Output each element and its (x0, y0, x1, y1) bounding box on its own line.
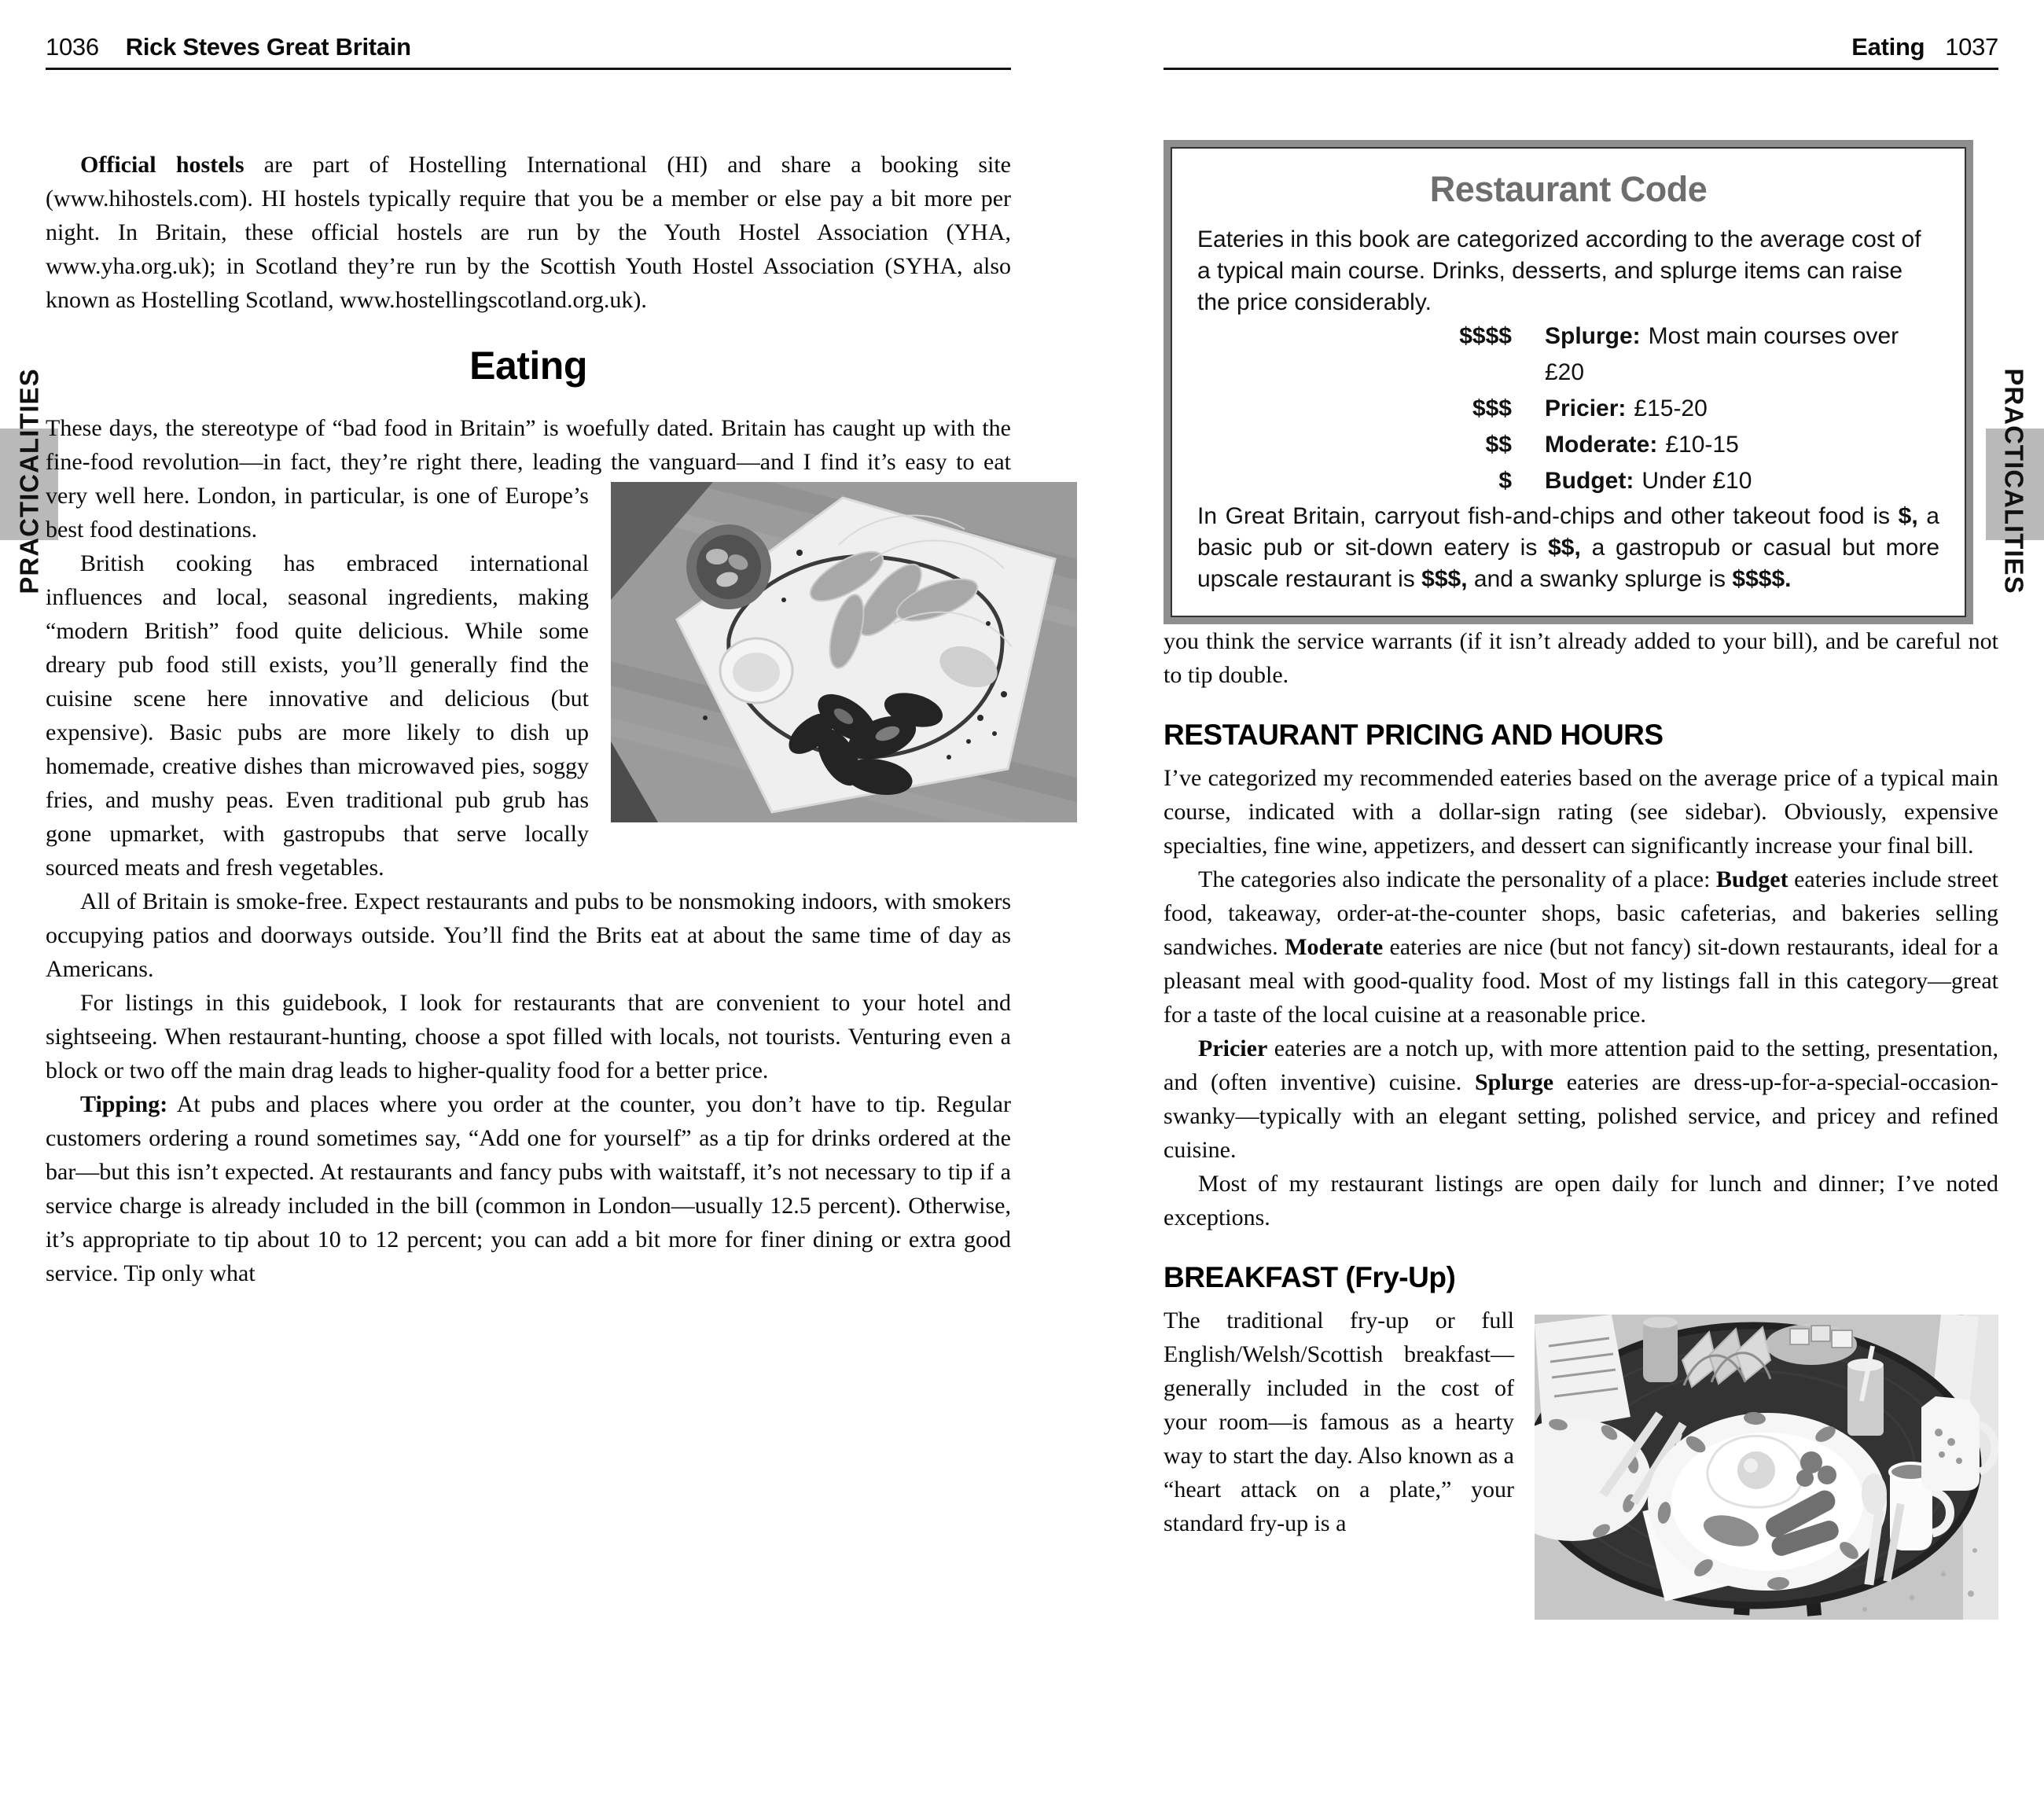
restaurant-code-outro: In Great Britain, carryout fish-and-chips and other takeout food is $, a basic pub or sit-down eatery is $$, a gastropub or casual but more upscale restaurant is $$$, and a swanky splurge is $$$$. (1197, 503, 1940, 592)
restaurant-code-title: Restaurant Code (1429, 169, 1708, 209)
price-tier-range: £15-20 (1634, 395, 1708, 421)
price-tier-symbol: $$$$ (1459, 323, 1512, 349)
price-tier-description (1545, 391, 1939, 427)
left-page-number: 1036 (46, 33, 99, 61)
seafood-platter-photo (611, 482, 1077, 822)
price-tier-range: Under £10 (1641, 468, 1752, 494)
price-tier-label: Splurge: (1545, 323, 1641, 349)
paragraph-pricing-1: I’ve categorized my recommended eateries based on the average price of a typical main course, indicated with a dollar-sign rating (see sidebar). Obviously, expensive specialties, fine wine, appetizers, and dessert can significantly increase your final bill. (1164, 765, 1998, 859)
paragraph-tipping-continued: you think the service warrants (if it isn’t already added to your bill), and be careful not to tip double. (1164, 628, 1998, 688)
price-tier-range: Most main courses over £20 (1545, 323, 1899, 385)
price-tier-label: Moderate: (1545, 432, 1658, 458)
price-tier-symbol: $$ (1485, 432, 1512, 458)
breakfast-photo (1535, 1315, 1998, 1620)
paragraph-breakfast-text: The traditional fry-up or full English/Welsh/Scottish breakfast—generally included in the cost of your room—is famous as a hearty way to start the day. Also known as a “heart attack on a plate,” your standard fry-up is a (1164, 1308, 1514, 1536)
heading-breakfast: BREAKFAST (Fry-Up) (1164, 1261, 1456, 1293)
restaurant-code-box-inner (1171, 147, 1966, 617)
section-heading-eating: Eating (469, 344, 587, 388)
paragraph-pricing-4: Most of my restaurant listings are open daily for lunch and dinner; I’ve noted exceptions. (1164, 1171, 1998, 1230)
price-tier-description (1545, 427, 1939, 463)
price-tier-label: Pricier: (1545, 395, 1627, 421)
price-tier-symbol: $ (1498, 468, 1512, 494)
paragraph-breakfast (1164, 1304, 1998, 1540)
paragraph-pricing-2: The categories also indicate the personality of a place: Budget eateries include street food, takeaway, order-at-the-counter shops, basic cafeterias, and bakeries selling sandwiches. Moderate eateries are nice (but not fancy) sit-down restaurants, ideal for a pleasant meal with good-quality food. Most of my listings fall in this category—great for a taste of the local cuisine at a reasonable price. (1164, 866, 1999, 1028)
left-running-title: Rick Steves Great Britain (125, 33, 411, 61)
price-tier-row (1197, 391, 1939, 427)
right-page-header (1164, 33, 1998, 61)
paragraph-smoke-free: All of Britain is smoke-free. Expect restaurants and pubs to be nonsmoking indoors, with smokers occupying patios and doorways outside. You’ll find the Brits eat at about the same time of day as Americans. (46, 888, 1011, 982)
right-header-rule (1164, 68, 1998, 70)
paragraph-british-cooking: British cooking has embraced international influences and local, seasonal ingredients, making “modern British” food quite delicious. While some dreary pub food still exists, you’ll generally find the cuisine scene here innovative and delicious (but expensive). Basic pubs are more likely to dish up homemade, creative dishes than microwaved pies, soggy fries, and mushy peas. Even traditional pub grub has gone upmarket, with gastropubs that serve locally sourced meats and fresh vegetables. (46, 550, 589, 881)
left-side-tab-label: PRACTICALITIES (15, 368, 45, 594)
paragraph-tipping: Tipping: At pubs and places where you order at the counter, you don’t have to tip. Regular customers ordering a round sometimes say, “Add one for yourself” as a tip for drinks ordered at the bar—but this isn’t expected. At restaurants and fancy pubs with waitstaff, it’s not necessary to tip if a service charge is already included in the bill (common in London—usually 12.5 percent). Otherwise, it’s appropriate to tip about 10 to 12 percent; you can add a bit more for finer dining or extra good service. Tip only what (46, 1091, 1011, 1286)
paragraph-pricing-3: Pricier eateries are a notch up, with more attention paid to the setting, presentation, and (often inventive) cuisine. Splurge eateries are dress-up-for-a-special-occasion-swanky—typically with an elegant setting, polished service, and pricey and refined cuisine. (1164, 1035, 1998, 1163)
right-running-title: Eating (1851, 33, 1925, 61)
right-page-number: 1037 (1945, 33, 1998, 61)
breakfast-photo-art (1535, 1315, 1998, 1620)
price-tier-symbol: $$$ (1472, 395, 1512, 421)
price-tier-row (1197, 318, 1939, 391)
restaurant-code-intro: Eateries in this book are categorized according to the average cost of a typical main course. Drinks, desserts, and splurge items can raise the price considerably. (1197, 226, 1921, 315)
right-side-tab-label: PRACTICALITIES (2000, 368, 2030, 594)
paragraph-official-hostels: Official hostels are part of Hostelling International (HI) and share a booking site (www.hihostels.com). HI hostels typically require that you be a member or else pay a bit more per night. In Britain, these official hostels are run by the Youth Hostel Association (YHA, www.yha.org.uk); in Scotland they’re run by the Scottish Youth Hostel Association (SYHA, also known as Hostelling Scotland, www.hostellingscotland.org.uk). (46, 152, 1011, 313)
price-tier-description (1545, 463, 1939, 499)
left-header-rule (46, 68, 1011, 70)
heading-restaurant-pricing: RESTAURANT PRICING AND HOURS (1164, 719, 1664, 751)
price-tier-label: Budget: (1545, 468, 1634, 494)
price-tier-description (1545, 318, 1939, 391)
paragraph-eating-intro-text: These days, the stereotype of “bad food in Britain” is woefully dated. Britain has caught up with the fine-food revolution—in fact, they’re right there, leading the vanguard—and I find it’s easy to eat very well here. London, in particular, is one of Europe’s best food destinations. (46, 415, 1011, 543)
seafood-photo-art (611, 482, 1077, 822)
left-page-header (46, 33, 411, 61)
price-tier-range: £10-15 (1665, 432, 1739, 458)
restaurant-code-box (1164, 140, 1973, 624)
left-page-column (46, 116, 1011, 1290)
price-tier-row (1197, 463, 1939, 499)
paragraph-eating-intro (46, 411, 1011, 546)
price-tier-row (1197, 427, 1939, 463)
right-page-column (1164, 116, 1998, 1629)
paragraph-listings: For listings in this guidebook, I look for restaurants that are convenient to your hotel and sightseeing. When restaurant-hunting, choose a spot filled with locals, not tourists. Venturing even a block or two off the main drag leads to higher-quality food for a better price. (46, 990, 1011, 1083)
